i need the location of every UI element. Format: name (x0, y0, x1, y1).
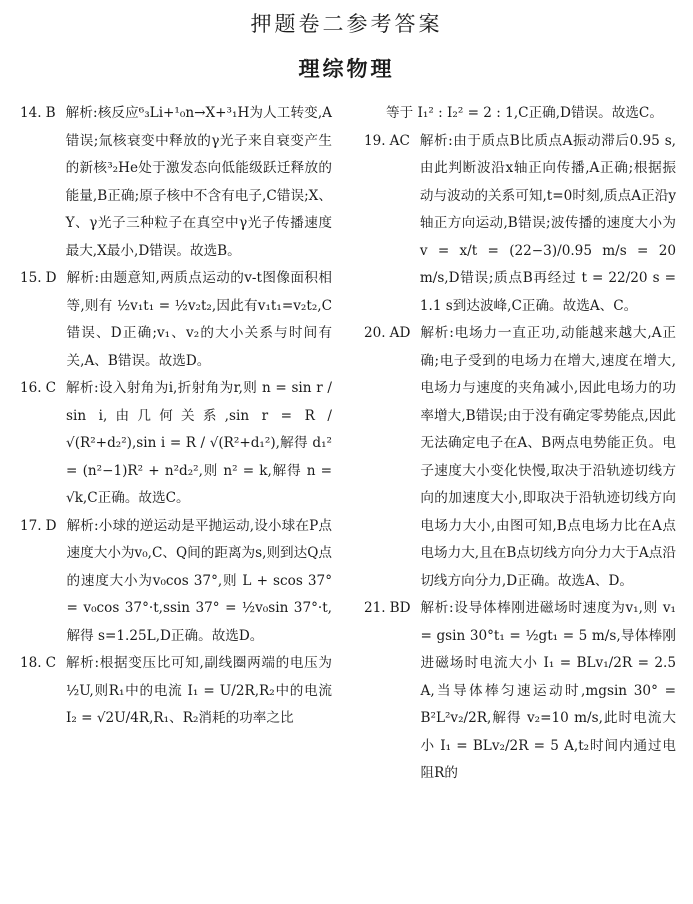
question-number: 14. (20, 105, 42, 121)
answer-explanation: 解析:核反应⁶₃Li+¹₀n→X+³₁H为人工转变,A错误;氚核衰变中释放的γ光子来自衰变产生的新核³₂He处于激发态向低能级跃迁释放的能量,B正确;原子核中不含有电子,C错误;X、Y、γ光子三种粒子在真空中γ光子传播速度最大,X最小,D错误。故选B。 (65, 105, 332, 259)
answer-explanation: 解析:设导体棒刚进磁场时速度为v₁,则 v₁ = gsin 30°t₁ = ½gt₁ = 5 m/s,导体棒刚进磁场时电流大小 I₁ = BLv₁/2R = 2.5 A,当导体棒匀速运动时,mgsin 30° = B²L²v₂/2R,解得 v₂=10 m/s,此时电流大小 I₁ = BLv₂/2R = 5 A,t₂时间内通过电阻R的 (420, 600, 676, 781)
answer-choice: D (45, 517, 57, 534)
answer-choice: C (45, 380, 57, 396)
question-number: 18. (20, 655, 42, 671)
answer-choice: BD (389, 600, 411, 616)
answer-item-18 (20, 650, 332, 733)
answer-explanation: 解析:设入射角为i,折射角为r,则 n = sin r / sin i,由几何关系,sin r = R / √(R²+d₂²),sin i = R / √(R²+d₁²),解得 d₁² = (n²−1)R² + n²d₂²,则 n² = k,解得 n = √k,C正确。故选C。 (66, 380, 332, 506)
answer-item-21 (364, 595, 676, 788)
question-number: 15. (20, 270, 42, 286)
answer-item-19 (364, 128, 676, 321)
page-title: 押题卷二参考答案 (250, 12, 443, 36)
answer-choice: C (45, 655, 57, 671)
answer-item-17 (20, 513, 332, 651)
answer-choice: AD (389, 325, 411, 341)
question-number: 21. (364, 600, 386, 616)
answer-choice: AC (389, 132, 410, 149)
answer-item-16 (20, 375, 332, 513)
answer-item-14 (20, 100, 332, 265)
continued-explanation-18: 等于 I₁² : I₂² = 2 : 1,C正确,D错误。故选C。 (386, 105, 663, 121)
answer-explanation: 解析:由题意知,两质点运动的v-t图像面积相等,则有 ½v₁t₁ = ½v₂t₂,因此有v₁t₁=v₂t₂,C错误、D正确;v₁、v₂的大小关系与时间有关,A、B错误。故选D。 (66, 270, 332, 369)
question-number: 20. (364, 325, 386, 341)
answer-choice: B (45, 105, 56, 121)
section-subtitle: 理综物理 (298, 56, 395, 81)
question-number: 19. (364, 132, 386, 149)
answer-item-15 (20, 265, 332, 375)
answer-explanation: 解析:由于质点B比质点A振动滞后0.95 s,由此判断波沿x轴正向传播,A正确;根据振动与波动的关系可知,t=0时刻,质点A正沿y轴正方向运动,B错误;波传播的速度大小为 v = x/t = (22−3)/0.95 m/s = 20 m/s,D错误;质点B再经过 t = 22/20 s = 1.1 s到达波峰,C正确。故选A、C。 (419, 132, 676, 314)
right-column (364, 100, 676, 788)
left-column (20, 100, 332, 733)
answer-explanation: 解析:根据变压比可知,副线圈两端的电压为½U,则R₁中的电流 I₁ = U/2R,R₂中的电流 I₂ = √2U/4R,R₁、R₂消耗的功率之比 (66, 655, 332, 726)
answer-item-20 (364, 320, 676, 595)
question-number: 16. (20, 380, 42, 396)
answer-explanation: 解析:小球的逆运动是平抛运动,设小球在P点速度大小为v₀,C、Q间的距离为s,则到达Q点的速度大小为v₀cos 37°,则 L + scos 37° = v₀cos 37°·t,ssin 37° = ½v₀sin 37°·t,解得 s=1.25L,D正确。故选D。 (66, 517, 332, 644)
answer-choice: D (45, 270, 57, 286)
question-number: 17. (20, 517, 42, 534)
answer-explanation: 解析:电场力一直正功,动能越来越大,A正确;电子受到的电场力在增大,速度在增大,电场力与速度的夹角减小,因此电场力的功率增大,B错误;由于没有确定零势能点,因此无法确定电子在A、B两点电势能正负。电子速度大小变化快慢,取决于沿轨迹切线方向的加速度大小,即取决于沿轨迹切线方向电场力大小,由图可知,B点电场力比在A点电场力大,且在B点切线方向分力大于A点沿切线方向分力,D正确。故选A、D。 (420, 325, 676, 589)
